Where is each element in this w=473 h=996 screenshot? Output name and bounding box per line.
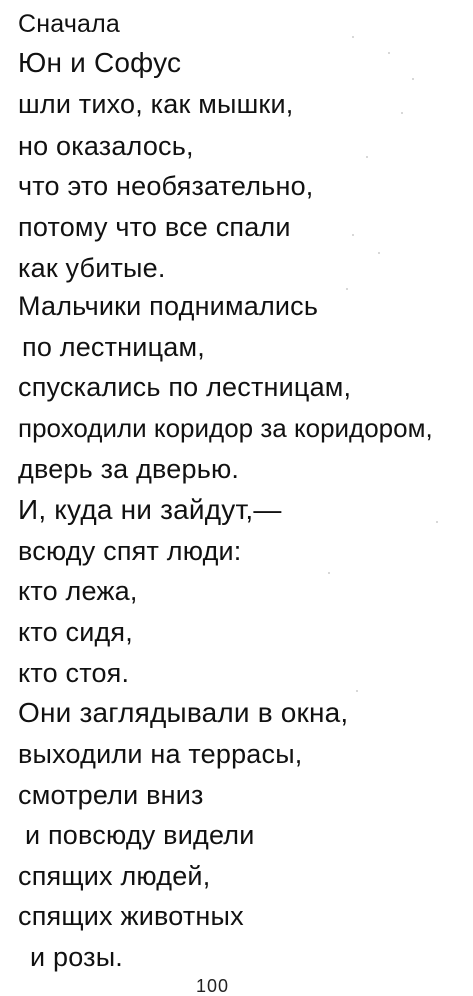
text-line: спящих животных: [18, 901, 244, 931]
text-line: спускались по лестницам,: [18, 372, 352, 402]
text-line: но оказалось,: [18, 131, 194, 161]
text-line: как убитые.: [18, 253, 166, 283]
text-line: что это необязательно,: [18, 171, 314, 201]
text-line: по лестницам,: [22, 332, 205, 362]
page-number: 100: [196, 976, 230, 996]
scan-speckle: [401, 112, 403, 114]
scan-speckle: [412, 78, 414, 80]
scan-speckle: [356, 690, 358, 692]
text-line: и повсюду видели: [25, 820, 255, 850]
scan-speckle: [346, 288, 348, 290]
scan-speckle: [366, 156, 368, 158]
scan-speckle: [352, 36, 354, 38]
scan-speckle: [378, 252, 380, 254]
text-line: кто лежа,: [18, 576, 138, 606]
text-line: Сначала: [18, 10, 121, 38]
text-line: дверь за дверью.: [18, 454, 240, 484]
text-line: Мальчики поднимались: [18, 291, 319, 321]
scan-speckle: [328, 572, 330, 574]
text-line: кто стоя.: [18, 658, 130, 688]
text-line: всюду спят люди:: [18, 536, 242, 566]
scan-speckle: [388, 52, 390, 54]
text-line: Юн и Софус: [18, 47, 182, 78]
text-line: выходили на террасы,: [18, 739, 303, 769]
scan-speckle: [436, 521, 438, 523]
text-line: проходили коридор за коридором,: [18, 413, 433, 443]
scan-speckle: [352, 234, 354, 236]
text-line: кто сидя,: [18, 617, 133, 647]
text-line: смотрели вниз: [18, 780, 204, 810]
text-line: и розы.: [30, 942, 123, 972]
text-line: шли тихо, как мышки,: [18, 89, 294, 119]
text-line: потому что все спали: [18, 212, 291, 242]
text-line: Они заглядывали в окна,: [18, 697, 349, 728]
text-line: И, куда ни зайдут,—: [18, 494, 282, 525]
text-line: спящих людей,: [18, 861, 211, 891]
